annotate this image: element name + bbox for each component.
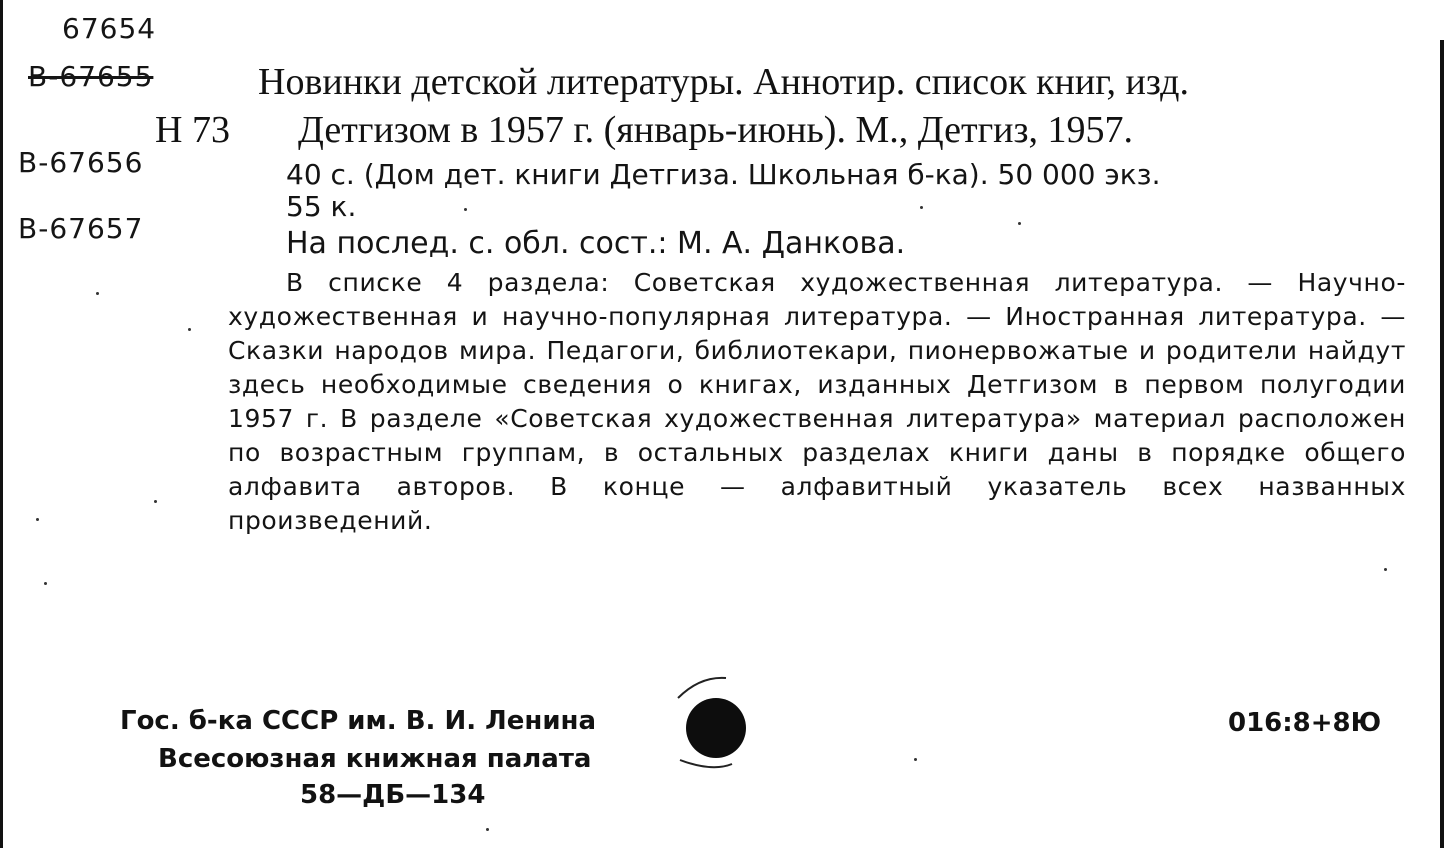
- speck: [1018, 222, 1021, 225]
- speck: [464, 208, 467, 211]
- speck: [44, 582, 47, 585]
- annotation-text: В списке 4 раздела: Советская художественная литература. — Научно-художественная и научно-популярная литература. — Иностранная литература. — Сказки народов мира. Педагоги, библиотекари, пионервожатые и родители найдут здесь необходимые сведения о книгах, изданных Детгизом в первом полугодии 1957 г. В разделе «Советская художественная литература» материал расположен по возрастным группам, в остальных разделах книги даны в порядке общего алфавита авторов. В конце — алфавитный указатель всех названных произведений.: [228, 268, 1406, 535]
- compiler-note: На послед. с. обл. сост.: М. А. Данкова.: [286, 226, 906, 261]
- speck: [486, 828, 489, 831]
- card-number: 58—ДБ—134: [300, 780, 486, 810]
- handwritten-number-1: 67654: [62, 12, 157, 45]
- speck: [1384, 568, 1387, 571]
- card-right-edge: [1440, 40, 1444, 848]
- card-left-edge: [0, 0, 3, 848]
- speck: [96, 292, 99, 295]
- book-chamber-name: Всесоюзная книжная палата: [158, 744, 592, 774]
- price: 55 к.: [286, 190, 357, 223]
- shelf-mark: Н 73: [155, 109, 230, 151]
- speck: [914, 758, 917, 761]
- punch-hole-stamp-icon: [660, 668, 770, 778]
- title-line-1: Новинки детской литературы. Аннотир. список книг, изд.: [258, 61, 1189, 103]
- handwritten-number-3: B-67656: [18, 146, 144, 179]
- speck: [154, 500, 157, 503]
- speck: [920, 206, 923, 209]
- library-name: Гос. б-ка СССР им. В. И. Ленина: [120, 706, 597, 736]
- physical-description: 40 с. (Дом дет. книги Детгиза. Школьная б-ка). 50 000 экз.: [286, 158, 1161, 191]
- classification-code: 016:8+8Ю: [1228, 708, 1382, 738]
- speck: [188, 328, 191, 331]
- handwritten-number-2: B-67655: [28, 60, 154, 93]
- title-line-2: Детгизом в 1957 г. (январь-июнь). М., Детгиз, 1957.: [298, 109, 1134, 151]
- handwritten-number-4: B-67657: [18, 212, 144, 245]
- speck: [36, 518, 39, 521]
